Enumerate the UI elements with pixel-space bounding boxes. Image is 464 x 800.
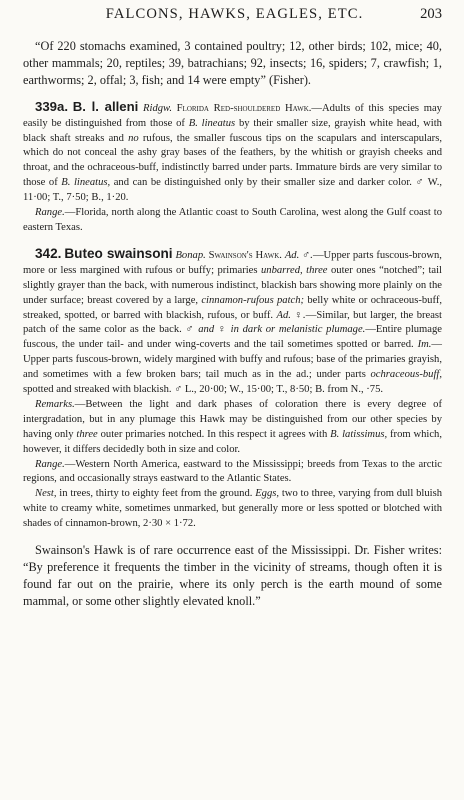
description-italic: ochraceous-buff, bbox=[370, 369, 442, 381]
description-text: by their smaller size, grayish white head, with black shaft streaks and bbox=[23, 117, 442, 144]
page-number: 203 bbox=[420, 6, 442, 22]
description-text: spotted and streaked with blackish. ♂ L., 20·00; W., 15·00; T., 8·50; B. from N., ·75. bbox=[23, 384, 384, 396]
description-text: —Similar, but larger, the breast patch of the same color as the back. bbox=[23, 309, 442, 336]
plumage-label: Ad. ♂. bbox=[284, 249, 313, 261]
description-text: rufous, the smaller fuscous tips on the scapulars and interscapulars, which do not conceal the ashy gray bases of the feathers, by the whitish or grayish cheeks and throat, and the ochraceous-buff, indistinctly barred under parts. Immature birds are very similar to those of bbox=[23, 132, 442, 189]
range-text: —Florida, north along the Atlantic coast to South Carolina, west along the Gulf coast to eastern Texas. bbox=[23, 207, 442, 233]
description-text: —Adults of this species may easily be distinguished from those of bbox=[23, 102, 442, 129]
remarks-label: Remarks. bbox=[35, 398, 75, 410]
remarks-text: from which, however, it differs decidedly both in size and color. bbox=[23, 428, 442, 455]
remarks-text: outer primaries notched. In this respect it agrees with bbox=[97, 428, 331, 440]
species-number: 339a. bbox=[35, 98, 69, 114]
eggs-text: two to three, varying from dull bluish white to creamy white, sometimes unmarked, but generally more or less spotted or blotched with shades of cinnamon-brown, 2·30 × 1·72. bbox=[23, 488, 442, 530]
remarks-italic: three bbox=[76, 428, 98, 440]
entry-339a-range bbox=[23, 206, 442, 236]
description-text: —Upper parts fuscous-brown, widely margined with buffy and rufous; base of the primaries grayish, and sometimes with a few broken bars; tail much as in the ad.; under parts bbox=[23, 339, 442, 381]
description-italic: Ad. ♀. bbox=[276, 309, 306, 321]
range-text: —Western North America, eastward to the Mississippi; breeds from Texas to the arctic regions, and occasionally strays eastward to the Atlantic States. bbox=[23, 458, 442, 485]
range-label: Range. bbox=[35, 207, 65, 219]
description-text: outer ones “notched”; tail slightly grayer than the back, with numerous indistinct, blackish bars showing more plainly on the under surface; breast covered by a large, bbox=[23, 264, 442, 306]
remarks-text: —Between the light and dark phases of coloration there is every degree of intergradation, but in any plumage this Hawk may be distinguished from our other species by having only bbox=[23, 398, 442, 440]
eggs-label: Eggs, bbox=[255, 488, 280, 500]
description-text: belly white or ochraceous-buff, streaked, spotted, or barred with blackish, rufous, or buff. bbox=[23, 294, 442, 321]
description-text: and can be distinguished only by their smaller size and darker color. ♂ W., 11·00; T., 7·50; B., 1·20. bbox=[23, 177, 443, 204]
species-number: 342. bbox=[35, 245, 62, 261]
remarks-italic: B. latissimus, bbox=[330, 428, 388, 440]
description-italic: B. lineatus bbox=[188, 117, 236, 129]
running-header bbox=[23, 6, 442, 28]
description-italic: cinnamon-rufous patch; bbox=[201, 294, 305, 306]
species-name: Buteo swainsoni bbox=[64, 245, 173, 261]
description-italic: Im. bbox=[417, 339, 432, 351]
description-italic: ♂ and ♀ in dark or melanistic plumage. bbox=[185, 324, 366, 336]
species-name: B. l. alleni bbox=[72, 98, 139, 114]
species-entry-342 bbox=[23, 247, 442, 532]
species-authority: Bonap. bbox=[175, 249, 206, 261]
entry-342-remarks bbox=[23, 398, 442, 458]
description-italic: no bbox=[128, 132, 139, 144]
nest-label: Nest, bbox=[35, 488, 57, 500]
common-name: Swainson's Hawk. bbox=[208, 249, 282, 261]
entry-339a-description bbox=[23, 100, 442, 206]
species-entry-339a bbox=[23, 100, 442, 236]
entry-342-range bbox=[23, 458, 442, 488]
running-title: FALCONS, HAWKS, EAGLES, ETC. bbox=[105, 6, 364, 22]
nest-text: in trees, thirty to eighty feet from the ground. bbox=[56, 488, 256, 500]
species-authority: Ridgw. bbox=[143, 102, 172, 114]
description-text: —Entire plumage fuscous, the under tail- and under wing-coverts and the tail sometimes spotted or barred. bbox=[23, 324, 442, 351]
entry-342-description bbox=[23, 247, 442, 398]
description-italic: unbarred, three bbox=[260, 264, 328, 276]
description-italic: B. lineatus, bbox=[61, 177, 111, 189]
description-text: —Upper parts fuscous-brown, more or less margined with rufous or buffy; primaries bbox=[23, 249, 442, 276]
closing-paragraph: Swainson's Hawk is of rare occurrence east of the Mississippi. Dr. Fisher writes: “By preference it frequents the timber in the vicinity of streams, though often it is found far out on the prairie, where its only perch is the earth mound of some mammal, or some other slightly elevated knoll.” bbox=[23, 543, 442, 609]
stomach-contents-quote: “Of 220 stomachs examined, 3 contained poultry; 12, other birds; 102, mice; 40, other mammals; 20, reptiles; 39, batrachians; 92, insects; 16, spiders; 7, crawfish; 1, earthworms; 2, offal; 3, fish; and 14 were empty” (Fisher). bbox=[23, 39, 442, 87]
entry-342-nest bbox=[23, 487, 442, 532]
common-name: Florida Red-shouldered Hawk. bbox=[176, 102, 312, 114]
range-label: Range. bbox=[35, 458, 65, 470]
